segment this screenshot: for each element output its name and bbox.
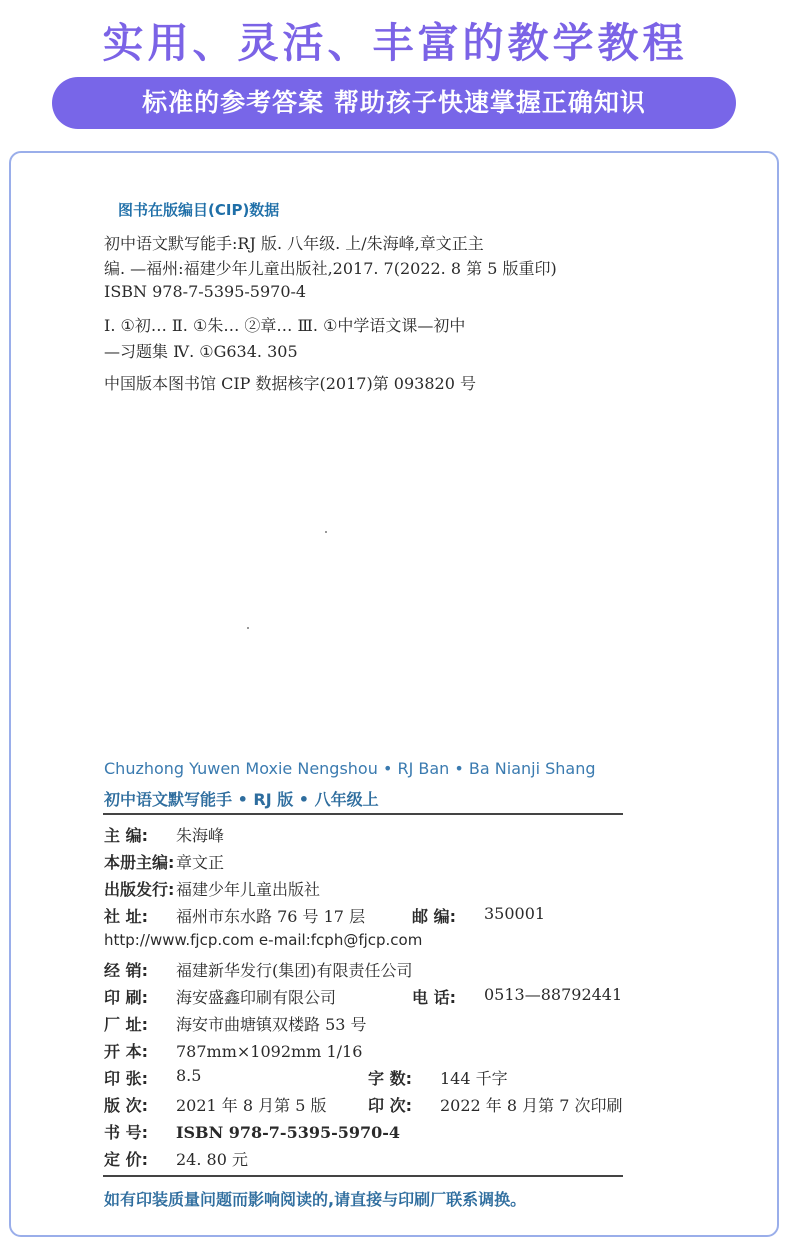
words-value: 144 千字 xyxy=(440,1069,508,1088)
cip-line: 编. —福州:福建少年儿童出版社,2017. 7(2022. 8 第 5 版重印) xyxy=(104,259,557,278)
sheets-label: 印 张: xyxy=(104,1069,148,1088)
chief-editor-row xyxy=(104,823,224,846)
field-value: 福建新华发行(集团)有限责任公司 xyxy=(176,961,413,980)
distributor-row xyxy=(104,958,413,981)
volume-editor-row xyxy=(104,850,224,873)
price-row xyxy=(104,1147,248,1170)
website-email: http://www.fjcp.com e-mail:fcph@fjcp.com xyxy=(104,931,423,949)
field-label: 开 本: xyxy=(104,1042,148,1061)
postcode-value: 350001 xyxy=(484,904,546,923)
publisher-row xyxy=(104,877,320,900)
edition-label: 版 次: xyxy=(104,1096,148,1115)
address-value: 福州市东水路 76 号 17 层 xyxy=(176,907,366,926)
cip-line: Ⅰ. ①初… Ⅱ. ①朱… ②章… Ⅲ. ①中学语文课—初中 xyxy=(104,316,466,335)
field-label: 厂 址: xyxy=(104,1015,148,1034)
postcode-label: 邮 编: xyxy=(412,907,456,926)
print-speck xyxy=(247,627,249,629)
field-label: 主 编: xyxy=(104,826,148,845)
title-chinese: 初中语文默写能手 • RJ 版 • 八年级上 xyxy=(104,790,379,809)
field-value: 24. 80 元 xyxy=(176,1150,248,1169)
field-value: 787mm×1092mm 1/16 xyxy=(176,1042,363,1061)
factory-row xyxy=(104,1012,367,1035)
address-label: 社 址: xyxy=(104,907,148,926)
field-value: 海安市曲塘镇双楼路 53 号 xyxy=(176,1015,367,1034)
field-label: 定 价: xyxy=(104,1150,148,1169)
field-label: 经 销: xyxy=(104,961,148,980)
phone-value: 0513—88792441 xyxy=(484,985,623,1004)
format-row xyxy=(104,1039,362,1062)
edition-value: 2021 年 8 月第 5 版 xyxy=(176,1096,327,1115)
divider-bottom xyxy=(103,1175,623,1177)
printer-value: 海安盛鑫印刷有限公司 xyxy=(176,988,337,1007)
field-label: 出版发行: xyxy=(104,880,175,899)
cip-line: 中国版本图书馆 CIP 数据核字(2017)第 093820 号 xyxy=(104,374,476,393)
field-value: 章文正 xyxy=(176,853,225,872)
phone-label: 电 话: xyxy=(412,988,456,1007)
print-speck xyxy=(325,531,327,533)
cip-line: ISBN 978-7-5395-5970-4 xyxy=(104,282,307,301)
quality-notice: 如有印装质量问题而影响阅读的,请直接与印刷厂联系调换。 xyxy=(104,1190,527,1209)
banner-subtitle-pill: 标准的参考答案 帮助孩子快速掌握正确知识 xyxy=(52,77,736,129)
field-value: 朱海峰 xyxy=(176,826,225,845)
banner-headline: 实用、灵活、丰富的教学教程 xyxy=(102,19,688,67)
title-pinyin: Chuzhong Yuwen Moxie Nengshou • RJ Ban • Ba Nianji Shang xyxy=(104,759,596,778)
cip-line: —习题集 Ⅳ. ①G634. 305 xyxy=(104,342,298,361)
field-label: 书 号: xyxy=(104,1123,148,1142)
field-value: ISBN 978-7-5395-5970-4 xyxy=(176,1123,401,1142)
sheets-value: 8.5 xyxy=(176,1066,202,1085)
divider-top xyxy=(103,813,623,815)
impression-label: 印 次: xyxy=(368,1096,412,1115)
impression-value: 2022 年 8 月第 7 次印刷 xyxy=(440,1096,623,1115)
field-label: 本册主编: xyxy=(104,853,175,872)
cip-title: 图书在版编目(CIP)数据 xyxy=(118,201,280,219)
words-label: 字 数: xyxy=(368,1069,412,1088)
cip-line: 初中语文默写能手:RJ 版. 八年级. 上/朱海峰,章文正主 xyxy=(104,234,484,253)
isbn-row xyxy=(104,1120,400,1143)
field-value: 福建少年儿童出版社 xyxy=(176,880,321,899)
printer-label: 印 刷: xyxy=(104,988,148,1007)
